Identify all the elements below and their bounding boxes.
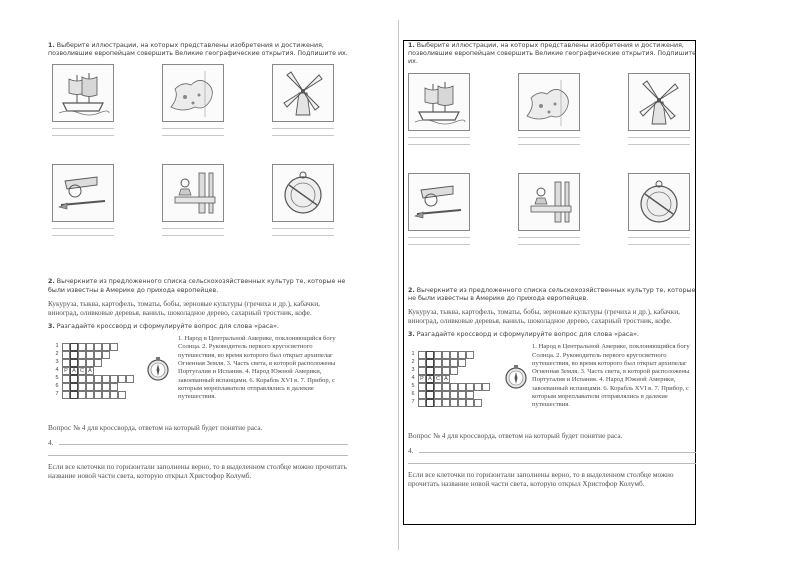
crossword-cell[interactable] [458, 359, 466, 367]
task3-text: Разгадайте кроссворд и сформулируйте вопрос для слова «раса». [416, 331, 639, 339]
crossword-row-number: 4 [55, 367, 59, 374]
crossword-cell[interactable] [86, 359, 94, 367]
crossword-row-number: 3 [55, 359, 59, 366]
crossword-clues: 1. Народ в Центральной Америке, поклоняющийся богу Солнца. 2. Руководитель первого кругосветного путешествия, во время которого был открыт архипелаг Огненная Земля. 3. Часть света, в которой расположены Португалия и Испания. 4. Народ Южной Америки, завоеванный испанцами. 6. Корабль XVI в. 7. Прибор, с которым мореплаватели отправлялись в далекие путешествия. [532, 343, 690, 409]
worksheet-content [48, 42, 348, 480]
crossword-cell[interactable] [442, 399, 450, 407]
picture-cell [52, 64, 114, 136]
crossword-cell[interactable] [418, 383, 426, 391]
sailing-ship-icon [52, 64, 114, 122]
crossword-cell[interactable]: А [86, 367, 94, 375]
crossword-cell[interactable] [442, 383, 450, 391]
crossword-cell[interactable] [118, 375, 126, 383]
crossword-cell[interactable] [110, 391, 118, 399]
task3-number: 3. [48, 322, 55, 330]
answer-line[interactable] [272, 128, 334, 129]
crossword-cell[interactable] [126, 375, 134, 383]
crossword-cell[interactable] [466, 391, 474, 399]
astrolabe-icon [628, 173, 690, 231]
picture-cell [518, 73, 580, 145]
picture-cell [272, 164, 334, 236]
crossword-cell[interactable] [450, 399, 458, 407]
answer-line[interactable] [408, 144, 470, 145]
task2-number: 2. [408, 286, 415, 294]
picture-cell [272, 64, 334, 136]
crops-list: Кукуруза, тыква, картофель, томаты, бобы, зерновые культуры (гречиха и др.), кабачки, виноград, оливковые деревья, ваниль, шоколадное дерево, сахарный тростник, кофе. [408, 307, 680, 326]
crossword-cell[interactable] [418, 391, 426, 399]
picture-cell [628, 73, 690, 145]
crossword-cell[interactable] [62, 343, 70, 351]
crossword [48, 335, 348, 415]
crossword-cell[interactable] [62, 375, 70, 383]
answer-line[interactable] [59, 444, 348, 445]
answer-line[interactable] [628, 244, 690, 245]
picture-cell [162, 164, 224, 236]
task2-text: Вычеркните из предложенного списка сельскохозяйственных культур те, которые не были известны в Америке до прихода европейцев. [48, 278, 346, 294]
answer-line[interactable] [162, 228, 224, 229]
answer-line[interactable] [408, 463, 696, 464]
answer-line[interactable] [628, 144, 690, 145]
crossword-cell[interactable] [70, 375, 78, 383]
task3-number: 3. [408, 331, 415, 339]
crossword-cell[interactable] [442, 367, 450, 375]
windmill-icon [628, 73, 690, 131]
crossword-row-number: 7 [411, 399, 415, 406]
crossword-cell[interactable] [94, 391, 102, 399]
crossword-row-number: 7 [55, 391, 59, 398]
answer-line[interactable] [408, 244, 470, 245]
crossword-cell[interactable] [434, 351, 442, 359]
answer-line[interactable] [408, 137, 470, 138]
crossword-cell[interactable] [426, 367, 434, 375]
crossword-cell[interactable] [442, 351, 450, 359]
crossword-cell[interactable] [110, 383, 118, 391]
answer-line[interactable] [48, 455, 348, 456]
crossword-cell[interactable] [102, 383, 110, 391]
crossword-cell[interactable] [78, 383, 86, 391]
illustration-grid [48, 64, 348, 274]
crossword-row-number: 1 [55, 343, 59, 350]
crossword-cell[interactable] [442, 359, 450, 367]
crossword-clues: 1. Народ в Центральной Америке, поклоняющийся богу Солнца. 2. Руководитель первого кругосветного путешествия, во время которого был открыт архипелаг Огненная Земля. 3. Часть света, в которой расположены Португалия и Испания. 4. Народ Южной Америки, завоеванный испанцами. 6. Корабль XVI в. 7. Прибор, с которым мореплаватели отправлялись в далекие путешествия. [178, 335, 336, 401]
crossword-cell[interactable] [86, 391, 94, 399]
crossword-row-number: 2 [55, 351, 59, 358]
crossword-cell[interactable] [62, 383, 70, 391]
map-icon [162, 64, 224, 122]
crossword-cell[interactable] [86, 383, 94, 391]
picture-cell [52, 164, 114, 236]
crossword-row-number: 5 [411, 383, 415, 390]
picture-cell [518, 173, 580, 245]
crossword-row-number: 4 [411, 375, 415, 382]
task3-footer: Если все клеточки по горизонтали заполнены верно, то в выделенном столбце можно прочитать название новой части света, которую открыл Христофор Колумб. [48, 462, 347, 481]
cannon-musket-icon [52, 164, 114, 222]
picture-cell [408, 173, 470, 245]
question-answer-row [408, 446, 696, 455]
crossword-grid [410, 347, 500, 419]
answer-line[interactable] [518, 244, 580, 245]
task3-question: Вопрос № 4 для кроссворда, ответом на который будет понятие раса. [408, 431, 623, 441]
crossword-cell[interactable] [434, 399, 442, 407]
answer-line[interactable] [518, 237, 580, 238]
crossword-cell[interactable] [78, 391, 86, 399]
task2-text: Вычеркните из предложенного списка сельскохозяйственных культур те, которые не были известны в Америке до прихода европейцев. [408, 286, 696, 302]
crossword-cell[interactable] [70, 351, 78, 359]
answer-prefix: 4. [408, 446, 414, 456]
crossword-cell[interactable] [70, 359, 78, 367]
worksheet-page-left [0, 0, 398, 566]
crossword-cell[interactable] [62, 359, 70, 367]
worksheet-content [408, 42, 696, 488]
crops-list: Кукуруза, тыква, картофель, томаты, бобы, зерновые культуры (гречиха и др.), кабачки, виноград, оливковые деревья, ваниль, шоколадное дерево, сахарный тростник, кофе. [48, 298, 320, 317]
compass-icon [146, 355, 170, 383]
crossword-cell[interactable] [426, 351, 434, 359]
task3-question: Вопрос № 4 для кроссворда, ответом на который будет понятие раса. [48, 423, 263, 433]
answer-line[interactable] [272, 235, 334, 236]
crossword-cell[interactable] [450, 359, 458, 367]
answer-line[interactable] [419, 452, 696, 453]
answer-line[interactable] [162, 135, 224, 136]
crossword-cell[interactable] [458, 351, 466, 359]
task3-footer: Если все клеточки по горизонтали заполнены верно, то в выделенном столбце можно прочитать название новой части света, которую открыл Христофор Колумб. [408, 470, 674, 489]
task2-prompt [48, 278, 348, 294]
crossword-row-number: 5 [55, 375, 59, 382]
crossword-cell[interactable] [450, 383, 458, 391]
crossword-row-number: 3 [411, 367, 415, 374]
crossword-cell[interactable]: Р [62, 367, 70, 375]
answer-line[interactable] [52, 235, 114, 236]
answer-line[interactable] [52, 228, 114, 229]
crossword-cell[interactable]: А [426, 375, 434, 383]
task1-number: 1. [48, 42, 55, 49]
crossword-cell[interactable] [442, 391, 450, 399]
crossword-cell[interactable] [62, 391, 70, 399]
picture-cell [408, 73, 470, 145]
crossword-cell[interactable] [86, 375, 94, 383]
crossword-cell[interactable] [110, 375, 118, 383]
crossword-row-number: 6 [411, 391, 415, 398]
crossword-cell[interactable] [102, 375, 110, 383]
answer-line[interactable] [52, 135, 114, 136]
crossword-cell[interactable] [466, 383, 474, 391]
answer-line[interactable] [162, 128, 224, 129]
crossword-cell[interactable] [86, 343, 94, 351]
astrolabe-icon [272, 164, 334, 222]
crossword-cell[interactable] [450, 391, 458, 399]
map-icon [518, 73, 580, 131]
picture-cell [628, 173, 690, 245]
crossword-grid [54, 339, 144, 411]
crossword-cell[interactable]: А [442, 375, 450, 383]
crossword-cell[interactable]: С [434, 375, 442, 383]
task1-text: Выберите иллюстрации, на которых представлены изобретения и достижения, позволившие европейцам совершить Великие географические открытия. Подпишите их. [48, 42, 348, 58]
crossword-cell[interactable] [474, 399, 482, 407]
crossword-cell[interactable] [78, 351, 86, 359]
crossword-cell[interactable] [110, 343, 118, 351]
crossword-cell[interactable] [78, 343, 86, 351]
answer-line[interactable] [518, 144, 580, 145]
crossword-row-number: 6 [55, 383, 59, 390]
sailing-ship-icon [408, 73, 470, 131]
answer-line[interactable] [628, 237, 690, 238]
answer-line[interactable] [162, 235, 224, 236]
crossword-cell[interactable] [450, 367, 458, 375]
cannon-musket-icon [408, 173, 470, 231]
crossword-cell[interactable] [70, 383, 78, 391]
answer-line[interactable] [628, 137, 690, 138]
printing-press-icon [518, 173, 580, 231]
answer-line[interactable] [518, 137, 580, 138]
task1-prompt [408, 42, 696, 67]
crossword-cell[interactable]: Р [418, 375, 426, 383]
crossword-cell[interactable] [466, 351, 474, 359]
crossword-cell[interactable] [458, 399, 466, 407]
crossword-cell[interactable] [434, 359, 442, 367]
crossword-cell[interactable] [418, 359, 426, 367]
windmill-icon [272, 64, 334, 122]
question-answer-row [48, 438, 348, 447]
crossword-cell[interactable] [426, 391, 434, 399]
crossword-cell[interactable] [418, 399, 426, 407]
picture-cell [162, 64, 224, 136]
crossword-cell[interactable] [70, 343, 78, 351]
crossword-cell[interactable] [94, 359, 102, 367]
task3-text: Разгадайте кроссворд и сформулируйте вопрос для слова «раса». [56, 322, 279, 330]
answer-line[interactable] [52, 128, 114, 129]
crossword-cell[interactable] [426, 399, 434, 407]
crossword-cell[interactable] [62, 351, 70, 359]
task3-prompt [48, 323, 348, 331]
crossword-row-number: 1 [411, 351, 415, 358]
answer-prefix: 4. [48, 438, 54, 448]
crossword-cell[interactable] [474, 383, 482, 391]
crossword-cell[interactable] [78, 375, 86, 383]
crossword-cell[interactable] [458, 391, 466, 399]
crossword-cell[interactable] [434, 367, 442, 375]
crossword-cell[interactable] [426, 383, 434, 391]
task1-number: 1. [408, 42, 415, 49]
answer-line[interactable] [272, 135, 334, 136]
crossword-cell[interactable] [94, 351, 102, 359]
crossword-cell[interactable] [418, 367, 426, 375]
crossword-cell[interactable] [94, 375, 102, 383]
crossword-cell[interactable] [426, 359, 434, 367]
illustration-grid [408, 73, 696, 283]
task1-prompt [48, 42, 348, 58]
crossword-cell[interactable] [118, 391, 126, 399]
task2-number: 2. [48, 278, 55, 286]
crossword-cell[interactable] [458, 383, 466, 391]
crossword-cell[interactable]: С [78, 367, 86, 375]
worksheet-page-right [400, 0, 800, 566]
answer-line[interactable] [272, 228, 334, 229]
crossword-cell[interactable] [94, 383, 102, 391]
compass-icon [504, 363, 528, 391]
task3-prompt [408, 331, 696, 339]
crossword-cell[interactable] [94, 343, 102, 351]
crossword-cell[interactable] [102, 351, 110, 359]
crossword-cell[interactable]: А [70, 367, 78, 375]
crossword-cell[interactable] [102, 391, 110, 399]
crossword-cell[interactable] [434, 391, 442, 399]
crossword-cell[interactable] [482, 383, 490, 391]
task1-text: Выберите иллюстрации, на которых представлены изобретения и достижения, позволившие европейцам совершить Великие географические открытия. Подпишите их. [408, 42, 696, 66]
crossword-cell[interactable] [418, 351, 426, 359]
printing-press-icon [162, 164, 224, 222]
crossword-cell[interactable] [102, 343, 110, 351]
crossword [408, 343, 696, 423]
crossword-cell[interactable] [86, 351, 94, 359]
crossword-cell[interactable] [450, 351, 458, 359]
answer-line[interactable] [408, 237, 470, 238]
page-divider [398, 20, 399, 550]
crossword-cell[interactable] [466, 399, 474, 407]
crossword-cell[interactable] [70, 391, 78, 399]
crossword-cell[interactable] [78, 359, 86, 367]
task2-prompt [408, 287, 696, 303]
crossword-row-number: 2 [411, 359, 415, 366]
crossword-cell[interactable] [434, 383, 442, 391]
